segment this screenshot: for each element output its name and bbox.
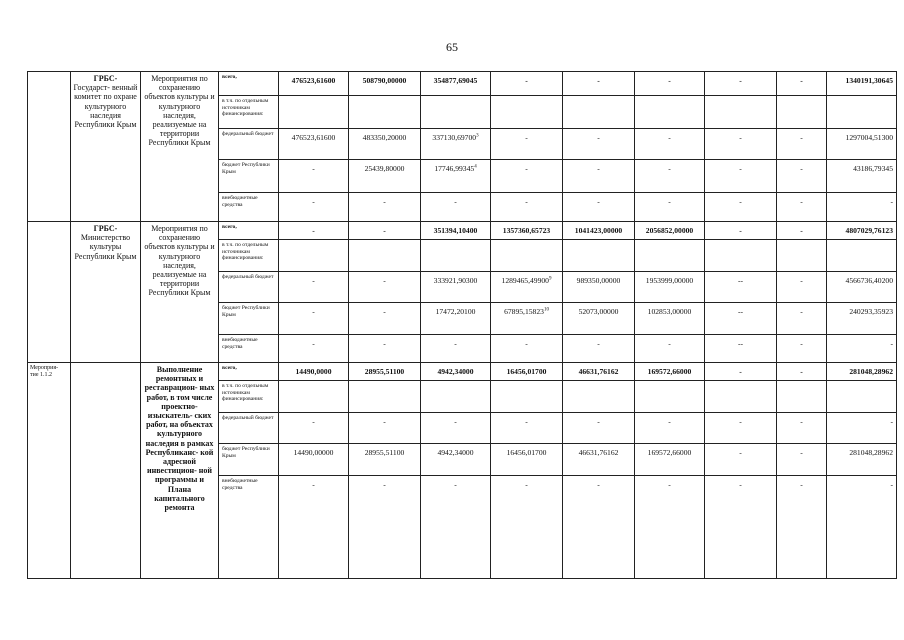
value-cell: 1953999,00000 xyxy=(635,272,705,303)
value-cell: 476523,61600 xyxy=(279,129,349,160)
value-cell: 169572,66000 xyxy=(635,444,705,476)
value-cell: - xyxy=(635,335,705,363)
value-cell: - xyxy=(635,160,705,193)
value-cell: - xyxy=(491,193,563,222)
value-cell: - xyxy=(827,413,897,444)
value-cell: 1289465,49900$^9$ xyxy=(491,272,563,303)
value-cell: - xyxy=(349,335,421,363)
value-cell xyxy=(705,381,777,413)
value-cell: 1297004,51300 xyxy=(827,129,897,160)
value-cell: 1340191,30645 xyxy=(827,72,897,96)
value-cell: 333921,90300 xyxy=(421,272,491,303)
value-cell xyxy=(421,381,491,413)
value-cell xyxy=(421,240,491,272)
value-cell xyxy=(421,96,491,129)
measure-code-cell xyxy=(28,363,71,579)
value-cell: - xyxy=(563,335,635,363)
value-cell: - xyxy=(563,413,635,444)
funding-source-label: внебюджетные средства xyxy=(219,193,279,222)
value-cell xyxy=(635,381,705,413)
value-cell: - xyxy=(705,129,777,160)
funding-source-label: в т.ч. по отдельным источникам финансирования: xyxy=(219,240,279,272)
value-cell: - xyxy=(563,160,635,193)
funding-source-label: всего, xyxy=(219,222,279,240)
value-cell: - xyxy=(491,160,563,193)
value-cell: 989350,00000 xyxy=(563,272,635,303)
page-number: 65 xyxy=(446,40,458,54)
footnote-ref: 3 xyxy=(476,133,479,139)
value-cell: - xyxy=(635,193,705,222)
value-cell: - xyxy=(421,413,491,444)
value-cell: 4942,34000 xyxy=(421,444,491,476)
value-cell: - xyxy=(705,444,777,476)
activity-cell: Выполнение ремонтных и реставрацион- ных работ, в том числе проектно- изыскатель- ских работ, на объектах культурного наследия в рамках Республиканс- кой адресной инвестицион- ной программы и Плана капитального ремонта xyxy=(141,363,219,579)
executor-cell xyxy=(71,72,141,222)
value-cell: - xyxy=(777,444,827,476)
value-cell: - xyxy=(279,222,349,240)
value-cell xyxy=(705,240,777,272)
value-cell: - xyxy=(491,72,563,96)
value-cell: 16456,01700 xyxy=(491,363,563,381)
value-cell: - xyxy=(705,193,777,222)
value-cell xyxy=(491,96,563,129)
funding-source-label: внебюджетные средства xyxy=(219,476,279,579)
value-cell: 354877,69045 xyxy=(421,72,491,96)
value-cell: 16456,01700 xyxy=(491,444,563,476)
value-cell: 46631,76162 xyxy=(563,444,635,476)
measure-code-cell xyxy=(28,72,71,222)
value-cell xyxy=(349,240,421,272)
value-cell: - xyxy=(491,413,563,444)
value-cell: 476523,61600 xyxy=(279,72,349,96)
executor-cell xyxy=(71,222,141,363)
value-cell: 17746,99345$^4$ xyxy=(421,160,491,193)
value-cell xyxy=(777,381,827,413)
footnote-ref: 4 xyxy=(474,164,477,170)
value-cell xyxy=(563,381,635,413)
value-cell: - xyxy=(279,335,349,363)
value-cell: -- xyxy=(705,335,777,363)
value-cell: - xyxy=(349,193,421,222)
value-cell: 46631,76162 xyxy=(563,363,635,381)
value-cell: - xyxy=(279,272,349,303)
value-cell xyxy=(777,240,827,272)
value-cell: - xyxy=(777,72,827,96)
value-cell xyxy=(491,381,563,413)
value-cell: - xyxy=(827,476,897,579)
value-cell xyxy=(635,96,705,129)
value-cell: 281048,28962 xyxy=(827,363,897,381)
funding-source-label: федеральный бюджет xyxy=(219,129,279,160)
value-cell: 1357360,65723 xyxy=(491,222,563,240)
value-cell: -- xyxy=(705,272,777,303)
value-cell xyxy=(827,240,897,272)
value-cell: 1041423,00000 xyxy=(563,222,635,240)
value-cell: - xyxy=(635,413,705,444)
value-cell: -- xyxy=(705,303,777,335)
value-cell xyxy=(349,96,421,129)
value-cell: - xyxy=(563,193,635,222)
value-cell: - xyxy=(777,303,827,335)
value-cell: 28955,51100 xyxy=(349,444,421,476)
value-cell: - xyxy=(705,72,777,96)
value-cell: - xyxy=(777,476,827,579)
value-cell: - xyxy=(563,72,635,96)
value-cell: - xyxy=(777,193,827,222)
executor-prefix: ГРБС- xyxy=(93,74,118,83)
value-cell: - xyxy=(349,303,421,335)
value-cell: - xyxy=(279,413,349,444)
value-cell xyxy=(563,240,635,272)
value-cell: - xyxy=(635,72,705,96)
value-cell: 169572,66000 xyxy=(635,363,705,381)
footnote-ref: 10 xyxy=(543,307,549,313)
value-cell: - xyxy=(705,222,777,240)
activity-cell: Мероприятия по сохранению объектов культуры и культурного наследия, реализуемые на территории Республики Крым xyxy=(141,72,219,222)
value-cell: 67895,15823$^{10}$ xyxy=(491,303,563,335)
value-cell: - xyxy=(349,476,421,579)
value-cell: - xyxy=(777,413,827,444)
value-cell: 240293,35923 xyxy=(827,303,897,335)
footnote-ref: 9 xyxy=(548,276,552,282)
value-cell xyxy=(705,96,777,129)
activity-cell: Мероприятия по сохранению объектов культуры и культурного наследия, реализуемые на территории Республики Крым xyxy=(141,222,219,363)
value-cell xyxy=(279,96,349,129)
value-cell: 483350,20000 xyxy=(349,129,421,160)
value-cell: - xyxy=(777,160,827,193)
value-cell: 351394,10400 xyxy=(421,222,491,240)
value-cell xyxy=(827,381,897,413)
measure-code-cell xyxy=(28,222,71,363)
executor-name: Государст- венный комитет по охране культурного наследия Республики Крым xyxy=(73,83,138,130)
value-cell: - xyxy=(705,363,777,381)
funding-source-label: федеральный бюджет xyxy=(219,413,279,444)
funding-source-label: бюджет Республики Крым xyxy=(219,303,279,335)
funding-source-label: всего, xyxy=(219,72,279,96)
value-cell: - xyxy=(421,476,491,579)
table-row xyxy=(28,72,897,96)
table-row xyxy=(28,363,897,381)
executor-cell xyxy=(71,363,141,579)
value-cell: - xyxy=(279,193,349,222)
value-cell: - xyxy=(705,476,777,579)
value-cell: - xyxy=(827,193,897,222)
value-cell: 25439,80000 xyxy=(349,160,421,193)
value-cell: 4807029,76123 xyxy=(827,222,897,240)
value-cell xyxy=(635,240,705,272)
value-cell: 337130,69700$^3$ xyxy=(421,129,491,160)
value-cell: - xyxy=(563,476,635,579)
value-cell: - xyxy=(705,160,777,193)
value-cell: 4942,34000 xyxy=(421,363,491,381)
value-cell: 281048,28962 xyxy=(827,444,897,476)
value-cell: - xyxy=(421,193,491,222)
value-cell xyxy=(279,240,349,272)
value-cell: - xyxy=(279,303,349,335)
value-cell xyxy=(491,240,563,272)
value-cell: - xyxy=(349,222,421,240)
value-cell: - xyxy=(279,160,349,193)
value-cell: - xyxy=(777,222,827,240)
value-cell: - xyxy=(777,363,827,381)
value-cell: 14490,0000 xyxy=(279,363,349,381)
value-cell: - xyxy=(705,413,777,444)
value-cell: 508790,00000 xyxy=(349,72,421,96)
value-cell: 14490,00000 xyxy=(279,444,349,476)
value-cell: 17472,20100 xyxy=(421,303,491,335)
funding-source-label: в т.ч. по отдельным источникам финансирования: xyxy=(219,381,279,413)
funding-table xyxy=(27,71,897,579)
value-cell: - xyxy=(491,129,563,160)
value-cell xyxy=(563,96,635,129)
funding-source-label: всего, xyxy=(219,363,279,381)
value-cell: 28955,51100 xyxy=(349,363,421,381)
value-cell: - xyxy=(491,335,563,363)
value-cell: 2056852,00000 xyxy=(635,222,705,240)
value-cell: 43186,79345 xyxy=(827,160,897,193)
value-cell: 4566736,40200 xyxy=(827,272,897,303)
funding-source-label: бюджет Республики Крым xyxy=(219,444,279,476)
value-cell: - xyxy=(635,476,705,579)
funding-source-label: бюджет Республики Крым xyxy=(219,160,279,193)
value-cell: 102853,00000 xyxy=(635,303,705,335)
executor-prefix: ГРБС- xyxy=(93,224,118,233)
value-cell: - xyxy=(827,335,897,363)
value-cell: - xyxy=(349,413,421,444)
value-cell: - xyxy=(563,129,635,160)
value-cell: - xyxy=(491,476,563,579)
funding-source-label: федеральный бюджет xyxy=(219,272,279,303)
funding-source-label: в т.ч. по отдельным источникам финансирования: xyxy=(219,96,279,129)
value-cell: - xyxy=(777,272,827,303)
value-cell xyxy=(279,381,349,413)
value-cell: - xyxy=(279,476,349,579)
measure-code: Мероприя- тие 1.1.2 xyxy=(30,365,59,378)
value-cell: 52073,00000 xyxy=(563,303,635,335)
value-cell xyxy=(349,381,421,413)
value-cell: - xyxy=(421,335,491,363)
value-cell: - xyxy=(777,129,827,160)
funding-source-label: внебюджетные средства xyxy=(219,335,279,363)
value-cell: - xyxy=(777,335,827,363)
value-cell xyxy=(827,96,897,129)
value-cell xyxy=(777,96,827,129)
value-cell: - xyxy=(349,272,421,303)
executor-name: Министерство культуры Республики Крым xyxy=(74,233,137,261)
value-cell: - xyxy=(635,129,705,160)
table-row xyxy=(28,222,897,240)
